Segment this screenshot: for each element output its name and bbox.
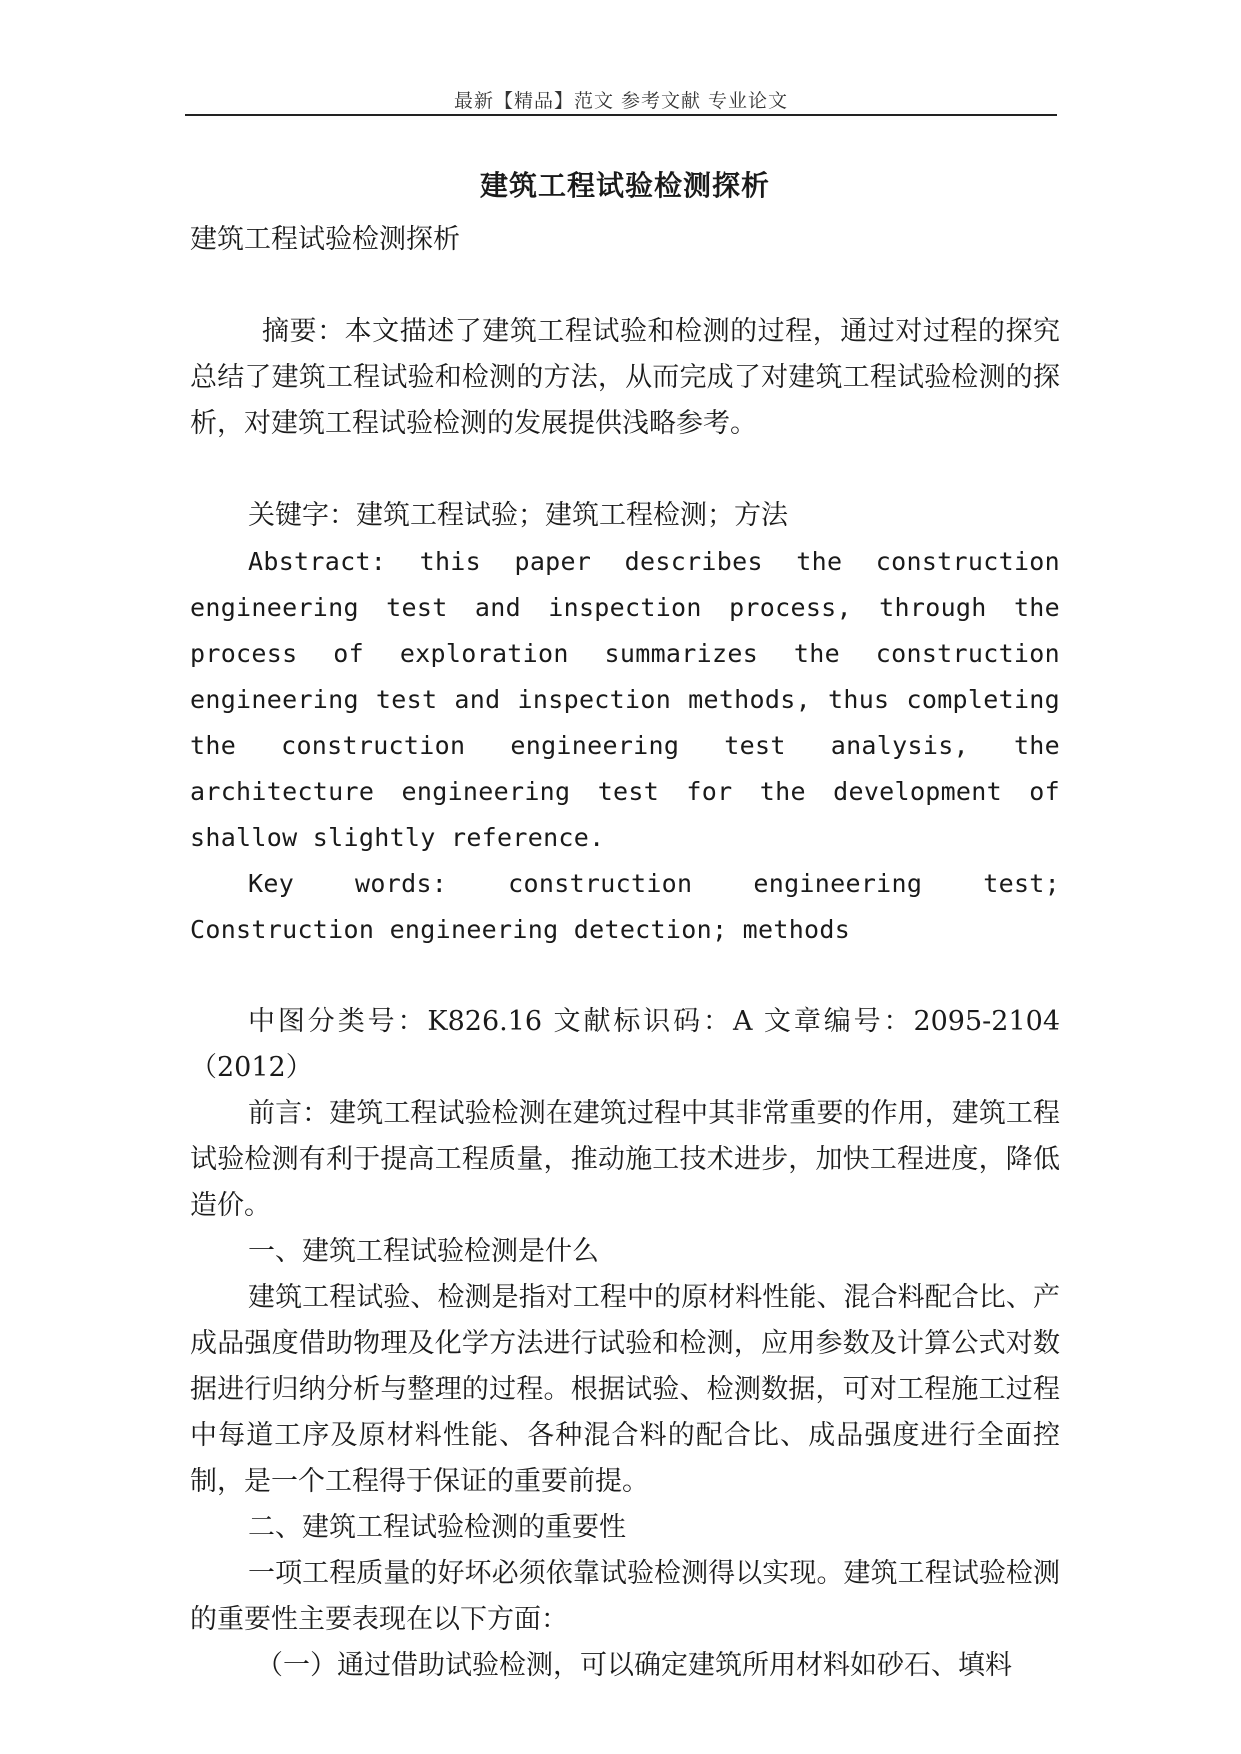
- section-1-body: 建筑工程试验、检测是指对工程中的原材料性能、混合料配合比、产成品强度借助物理及化学方法进行试验和检测，应用参数及计算公式对数据进行归纳分析与整理的过程。根据试验、检测数据，可对工程施工过程中每道工序及原材料性能、各种混合料的配合比、成品强度进行全面控制，是一个工程得于保证的重要前提。: [190, 1282, 1060, 1497]
- keywords-en: Key words: construction engineering test; Construction engineering detection; methods: [190, 869, 1060, 944]
- keywords-cn: 关键字：建筑工程试验；建筑工程检测；方法: [248, 500, 788, 531]
- spacer: [190, 953, 1060, 999]
- document-title: 建筑工程试验检测探析: [479, 169, 770, 202]
- document-body: [190, 217, 1060, 1689]
- spacer: [190, 447, 1060, 493]
- section-2-body: 一项工程质量的好坏必须依靠试验检测得以实现。建筑工程试验检测的重要性主要表现在以下方面：: [190, 1558, 1060, 1635]
- section-2-heading: 二、建筑工程试验检测的重要性: [248, 1512, 626, 1543]
- preface: 前言：建筑工程试验检测在建筑过程中其非常重要的作用，建筑工程试验检测有利于提高工程质量，推动施工技术进步，加快工程进度，降低造价。: [190, 1098, 1060, 1221]
- header-rule: [185, 114, 1057, 116]
- classification-line: 中图分类号：K826.16 文献标识码：A 文章编号：2095-2104（2012）: [190, 1006, 1060, 1083]
- abstract-cn: 摘要：本文描述了建筑工程试验和检测的过程，通过对过程的探究总结了建筑工程试验和检测的方法，从而完成了对建筑工程试验检测的探析，对建筑工程试验检测的发展提供浅略参考。: [190, 316, 1060, 439]
- section-2-item-1: （一）通过借助试验检测，可以确定建筑所用材料如砂石、填料: [256, 1650, 1012, 1681]
- document-subtitle: 建筑工程试验检测探析: [190, 224, 460, 255]
- abstract-en: Abstract: this paper describes the construction engineering test and inspection process, through the process of exploration summarizes the construction engineering test and inspection methods, thus completing the construction engineering test analysis, the architecture engineering test for the development of shallow slightly reference.: [190, 547, 1060, 852]
- section-1-heading: 一、建筑工程试验检测是什么: [248, 1236, 599, 1267]
- page-header: 最新【精品】范文 参考文献 专业论文: [453, 90, 789, 112]
